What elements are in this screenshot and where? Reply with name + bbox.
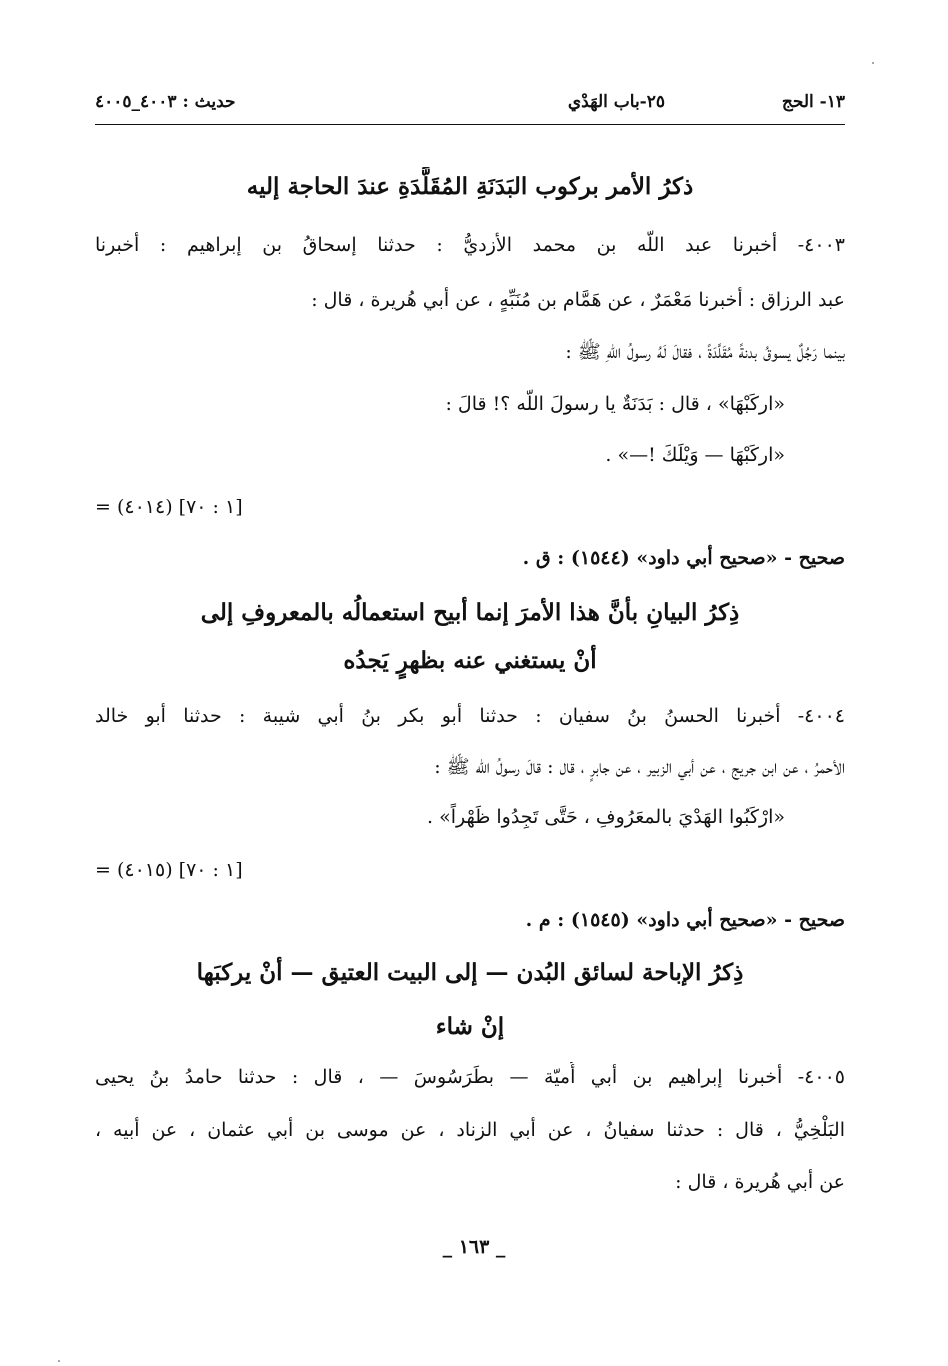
hadith-4003-matn-line-3: «اركَبْهَا — وَيْلَكَ !—» . — [605, 444, 785, 466]
hadith-4003-matn-line-2: «اركَبْهَا» ، قال : بَدَنَةٌ يا رسولَ اللّه ؟! قالَ : — [445, 393, 785, 415]
page-number: _ ١٦٣ _ — [442, 1236, 506, 1258]
hadith-4004-grading: صحيح - «صحيح أبي داود» (١٥٤٥) : م . — [525, 909, 845, 931]
hadith-4005-isnad-line-2: البَلْخِيُّ ، قال : حدثنا سفيانُ ، عن أبي الزناد ، عن موسى بن أبي عثمان ، عن أبيه ، — [95, 1119, 845, 1141]
section-heading-3-line-2: إنْ شاء — [435, 1013, 505, 1040]
hadith-4005-isnad-line-1: ٤٠٠٥- أخبرنا إبراهيم بن أبي أُميّة — بطَرَسُوسَ — ، قال : حدثنا حامدُ بنُ يحيى — [95, 1066, 845, 1088]
hadith-4003-isnad-line-2: عبد الرزاق : أخبرنا مَعْمَرٌ ، عن هَمَّام بن مُنَبِّهٍ ، عن أبي هُريرة ، قال : — [311, 289, 845, 311]
header-section: ٢٥-باب الهَدْي — [567, 92, 665, 112]
hadith-4003-isnad-line-1: ٤٠٠٣- أخبرنا عبد اللّه بن محمد الأزديُّ : حدثنا إسحاقُ بن إبراهيم : أخبرنا — [95, 234, 845, 256]
section-heading-3-line-1: ذِكرُ الإباحة لسائق البُدن — إلى البيت العتيق — أنْ يركبَها — [196, 959, 744, 986]
scan-speck — [872, 62, 874, 64]
hadith-4003-grading: صحيح - «صحيح أبي داود» (١٥٤٤) : ق . — [522, 547, 845, 569]
running-header — [95, 90, 845, 125]
hadith-4003-reference: = (٤٠١٤) [١ : ٧٠] — [95, 496, 243, 518]
hadith-4003-matn-line-1: بينما رَجُلٌ يسوقُ بدنةً مُقَلَّدَةً ، فقالَ لَهُ رسولُ اللّهِ ﷺ : — [565, 341, 845, 363]
header-chapter: ١٣- الحج — [781, 92, 845, 112]
hadith-4004-isnad-line-2: الأحمرُ ، عن ابن جريج ، عن أبي الزبير ، عن جابرٍ ، قال : قالَ رسولُ اللّه ﷺ : — [434, 756, 845, 778]
header-hadith-range: حديث : ٤٠٠٣_٤٠٠٥ — [95, 92, 236, 112]
section-heading-2-line-1: ذِكرُ البيانِ بأنَّ هذا الأمرَ إنما أبيح استعمالُه بالمعروفِ إلى — [200, 599, 740, 626]
section-heading-2-line-2: أنْ يستغني عنه بظهرٍ يَجدُه — [343, 647, 597, 674]
hadith-4005-isnad-line-3: عن أبي هُريرة ، قال : — [675, 1171, 845, 1193]
hadith-4004-reference: = (٤٠١٥) [١ : ٧٠] — [95, 859, 243, 881]
section-heading-1: ذكرُ الأمر بركوب البَدَنَةِ المُقَلَّدَةِ عندَ الحاجة إليه — [246, 173, 694, 200]
scan-speck — [58, 1360, 60, 1362]
hadith-4004-matn: «ارْكَبُوا الهَدْيَ بالمعَرُوفِ ، حَتَّى تَجِدُوا ظَهْراً» . — [426, 806, 785, 828]
hadith-4004-isnad-line-1: ٤٠٠٤- أخبرنا الحسنُ بنُ سفيان : حدثنا أبو بكر بنُ أبي شيبة : حدثنا أبو خالد — [95, 705, 845, 727]
